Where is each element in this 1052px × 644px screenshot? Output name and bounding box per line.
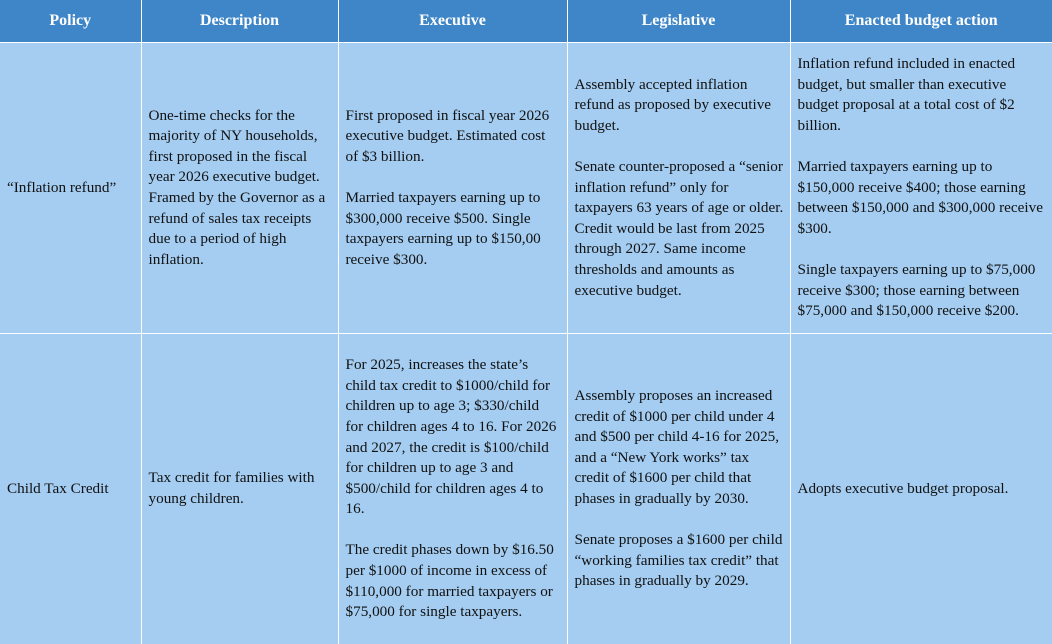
cell-enacted [790, 43, 1052, 334]
cell-policy [0, 334, 141, 644]
policy-name: Child Tax Credit [7, 479, 109, 497]
header-enacted-budget-action: Enacted budget action [790, 0, 1052, 43]
cell-executive [338, 43, 567, 334]
table-row-child-tax-credit [0, 334, 1052, 644]
description-text: One-time checks for the majority of NY households, first proposed in the fiscal year 2026 executive budget. Framed by the Governor as a refund of sales tax receipts due to a period of high inflation. [148, 106, 326, 268]
table-row-inflation-refund [0, 43, 1052, 334]
legislative-text: Assembly proposes an increased credit of $1000 per child under 4 and $500 per child 4-16 for 2025, and a “New York works” tax credit of $1600 per child that phases in gradually by 2030. [574, 387, 780, 507]
executive-text: The credit phases down by $16.50 per $1000 of income in excess of $110,000 for married taxpayers or $75,000 for single taxpayers. [345, 541, 554, 621]
cell-enacted [790, 334, 1052, 644]
cell-policy [0, 43, 141, 334]
description-text: Tax credit for families with young children. [148, 469, 315, 507]
cell-legislative [567, 334, 790, 644]
header-legislative: Legislative [567, 0, 790, 43]
cell-legislative [567, 43, 790, 334]
legislative-text: Senate counter-proposed a “senior inflation refund” only for taxpayers 63 years of age or older. Credit would be last from 2025 through 2027. Same income thresholds and amounts as executive budget. [574, 158, 784, 299]
cell-description [141, 43, 338, 334]
legislative-text: Assembly accepted inflation refund as proposed by executive budget. [574, 75, 772, 134]
enacted-text: Single taxpayers earning up to $75,000 receive $300; those earning between $75,000 and $150,000 receive $200. [797, 261, 1036, 320]
executive-text: Married taxpayers earning up to $300,000 receive $500. Single taxpayers earning up to $150,00 receive $300. [345, 189, 541, 268]
policy-name: “Inflation refund” [7, 178, 117, 196]
executive-text: For 2025, increases the state’s child tax credit to $1000/child for children up to age 3; $330/child for children ages 4 to 16. For 2026 and 2027, the credit is $100/child for children up to age 3 and $500/child for children ages 4 to 16. [345, 356, 557, 518]
cell-description [141, 334, 338, 644]
header-executive: Executive [338, 0, 567, 43]
cell-executive [338, 334, 567, 644]
enacted-text: Adopts executive budget proposal. [797, 479, 1009, 497]
header-policy: Policy [0, 0, 141, 43]
enacted-text: Inflation refund included in enacted budget, but smaller than executive budget proposal at a total cost of $2 billion. [797, 55, 1016, 134]
legislative-text: Senate proposes a $1600 per child “working families tax credit” that phases in gradually by 2029. [574, 531, 783, 590]
table-header-row [0, 0, 1052, 43]
enacted-text: Married taxpayers earning up to $150,000 receive $400; those earning between $150,000 and $300,000 receive $300. [797, 158, 1043, 237]
header-description: Description [141, 0, 338, 43]
executive-text: First proposed in fiscal year 2026 executive budget. Estimated cost of $3 billion. [345, 106, 550, 165]
